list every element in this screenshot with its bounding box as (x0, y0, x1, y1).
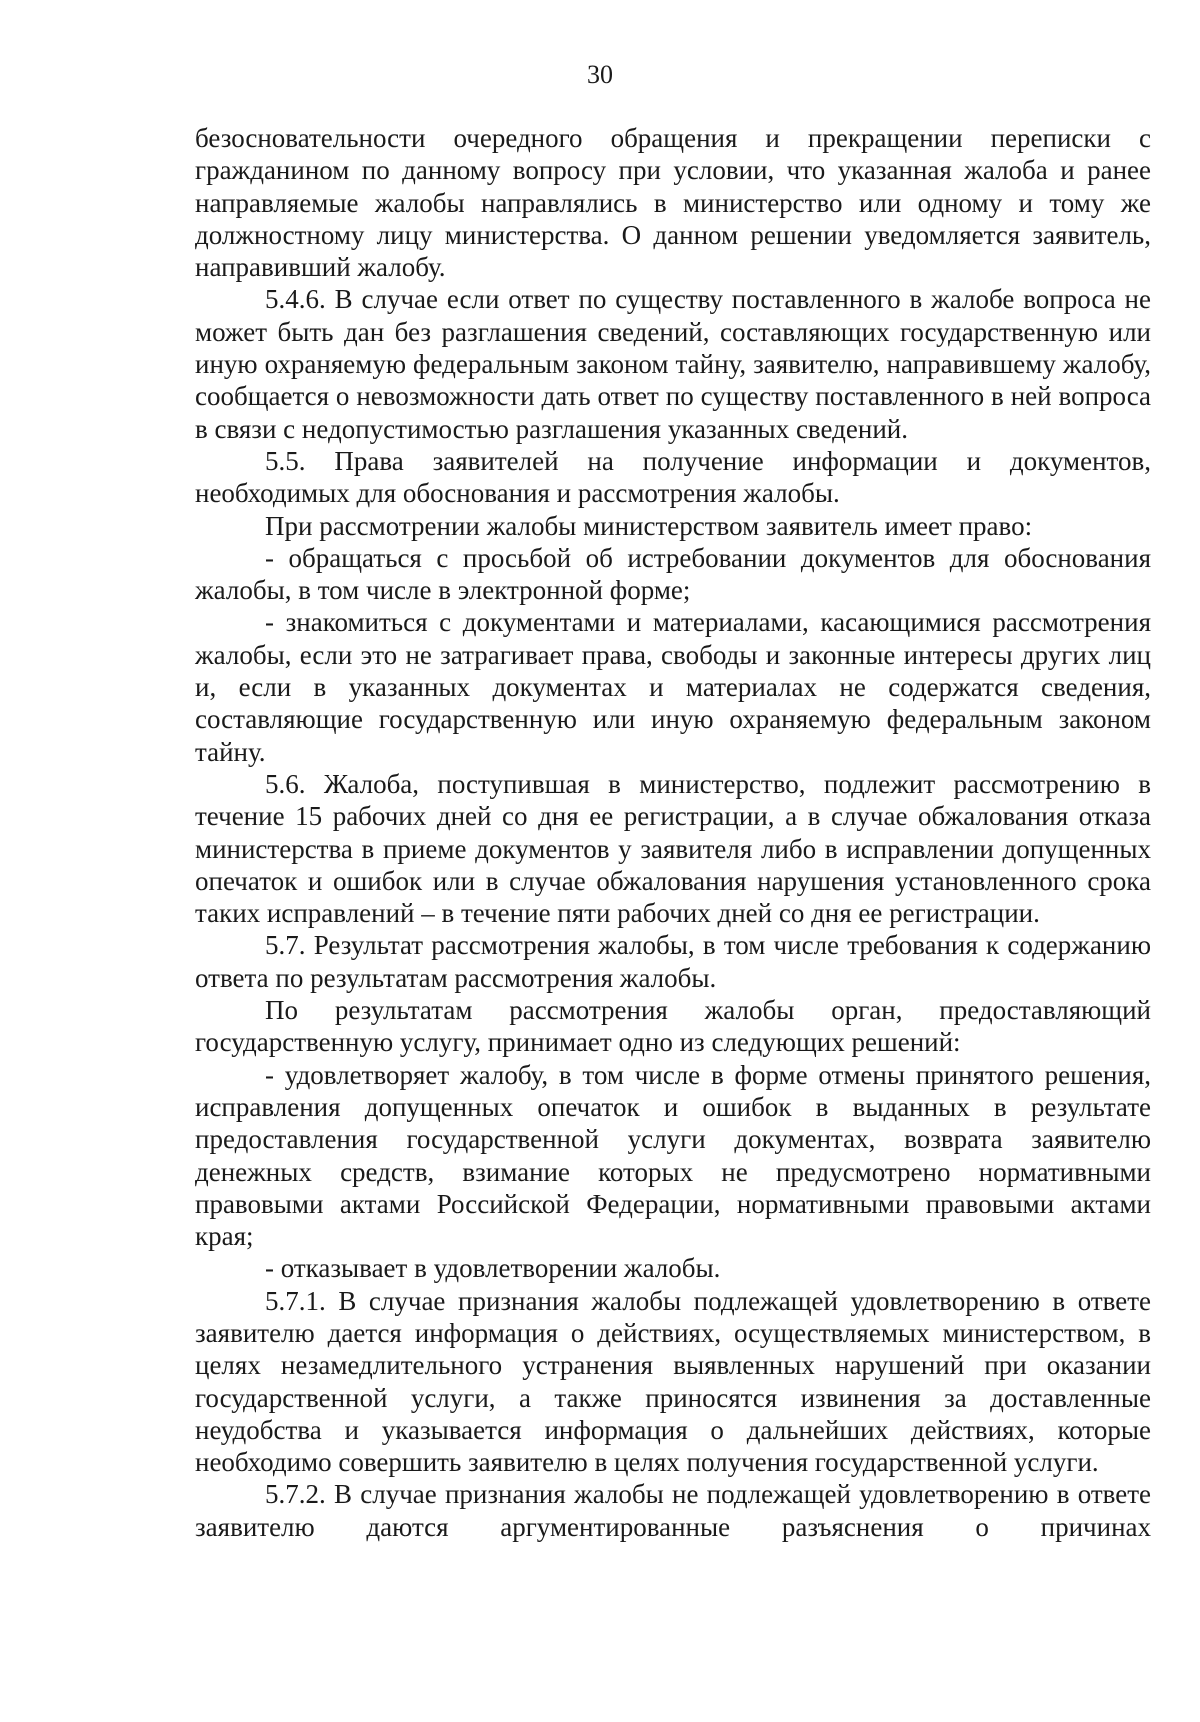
paragraph: При рассмотрении жалобы министерством заявитель имеет право: (265, 510, 1033, 541)
paragraph: 5.7.1. В случае признания жалобы подлежащей удовлетворению в ответе заявителю дается информация о действиях, осуществляемых министерством, в целях незамедлительного устранения выявленных нарушений при оказании государственной услуги, а также приносятся извинения за доставленные неудобства и указывается информация о дальнейших действиях, которые необходимо совершить заявителю в целях получения государственной услуги. (195, 1285, 1151, 1478)
document-body (195, 122, 1151, 1543)
paragraph: безосновательности очередного обращения и прекращении переписки с гражданином по данному вопросу при условии, что указанная жалоба и ранее направляемые жалобы направлялись в министерство или одному и тому же должностному лицу министерства. О данном решении уведомляется заявитель, направивший жалобу. (195, 123, 1151, 283)
paragraph: 5.7. Результат рассмотрения жалобы, в том числе требования к содержанию ответа по результатам рассмотрения жалобы. (195, 930, 1151, 993)
paragraph: 5.7.2. В случае признания жалобы не подлежащей удовлетворению в ответе заявителю даются аргументированные разъяснения о причинах (195, 1479, 1151, 1542)
paragraph: По результатам рассмотрения жалобы орган, предоставляющий государственную услугу, принимает одно из следующих решений: (195, 995, 1151, 1058)
paragraph: 5.6. Жалоба, поступившая в министерство, подлежит рассмотрению в течение 15 рабочих дней со дня ее регистрации, а в случае обжалования отказа министерства в приеме документов у заявителя либо в исправлении допущенных опечаток и ошибок или в случае обжалования нарушения установленного срока таких исправлений – в течение пяти рабочих дней со дня ее регистрации. (195, 768, 1151, 929)
paragraph: - обращаться с просьбой об истребовании документов для обоснования жалобы, в том числе в электронной форме; (195, 542, 1151, 606)
paragraph: - удовлетворяет жалобу, в том числе в форме отмены принятого решения, исправления допущенных опечаток и ошибок в выданных в результате предоставления государственной услуги документах, возврата заявителю денежных средств, взимание которых не предусмотрено нормативными правовыми актами Российской Федерации, нормативными правовыми актами края; (195, 1059, 1151, 1252)
paragraph: - отказывает в удовлетворении жалобы. (265, 1253, 721, 1284)
paragraph: - знакомиться с документами и материалами, касающимися рассмотрения жалобы, если это не затрагивает права, свободы и законные интересы других лиц и, если в указанных документах и материалах не содержатся сведения, составляющие государственную или иную охраняемую федеральным законом тайну. (195, 607, 1151, 767)
paragraph: 5.4.6. В случае если ответ по существу поставленного в жалобе вопроса не может быть дан без разглашения сведений, составляющих государственную или иную охраняемую федеральным законом тайну, заявителю, направившему жалобу, сообщается о невозможности дать ответ по существу поставленного в ней вопроса в связи с недопустимостью разглашения указанных сведений. (195, 284, 1151, 444)
paragraph: 5.5. Права заявителей на получение информации и документов, необходимых для обоснования и рассмотрения жалобы. (195, 445, 1151, 509)
page-number: 30 (587, 60, 613, 89)
